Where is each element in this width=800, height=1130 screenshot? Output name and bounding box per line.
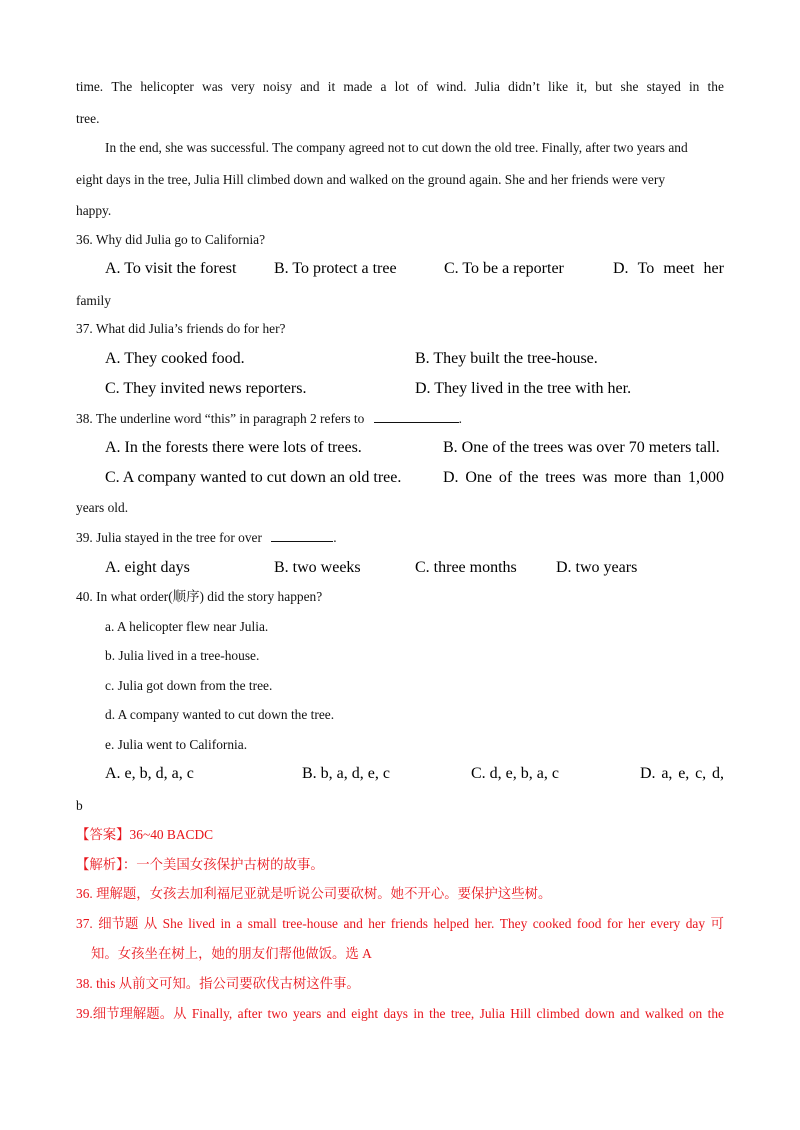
word: day [685, 916, 706, 931]
passage-line-3: In the end, she was successful. The company agreed not to cut down the old tree. Finally, after two years and [105, 140, 688, 155]
question-39-stem-text: 39. Julia stayed in the tree for over [76, 530, 262, 545]
option-a[interactable]: A. eight days [105, 559, 190, 576]
word: her [368, 916, 386, 931]
word: helped [433, 916, 470, 931]
word: than [653, 469, 682, 486]
question-40-options [105, 765, 724, 783]
option-b[interactable]: B. b, a, d, e, c [302, 765, 390, 782]
question-40-stem: 40. In what order(顺序) did the story happen? [76, 589, 323, 604]
word: on [688, 1006, 703, 1021]
question-37-options-row-1 [105, 350, 724, 368]
sequence-item-c: c. Julia got down from the tree. [105, 678, 273, 693]
word: her [627, 916, 646, 931]
word: and [343, 916, 363, 931]
word: a [380, 79, 387, 94]
word: two [267, 1006, 288, 1021]
answer-blank[interactable] [374, 410, 459, 423]
sequence-item-b: b. Julia lived in a tree-house. [105, 648, 260, 663]
analysis-heading: 【解析】：一个美国女孩保护古树的故事。 [76, 857, 324, 872]
word: She [162, 916, 183, 931]
word: To [637, 260, 655, 277]
word: 1,000 [687, 469, 724, 486]
word: meet [663, 260, 695, 277]
explanation-37-wrap: 知。女孩坐在树上，她的朋友们帮他做饭。选 A [91, 946, 372, 961]
explanation-36: 36. 理解题，女孩去加利福尼亚就是听说公司要砍树。她不开心。要保护这些树。 [76, 886, 552, 901]
word: tree-house [282, 916, 338, 931]
word: c, [695, 765, 707, 782]
word: climbed [536, 1006, 580, 1021]
option-b[interactable]: B. One of the trees was over 70 meters tall. [443, 439, 720, 456]
option-a[interactable]: A. e, b, d, a, c [105, 765, 194, 782]
word: years [292, 1006, 322, 1021]
question-38-stem [76, 410, 724, 428]
word: like [548, 79, 569, 94]
word: made [343, 79, 373, 94]
question-39-stem [76, 529, 724, 547]
question-36-options [105, 260, 724, 278]
question-38-options-row-1 [105, 439, 724, 457]
word: Hill [510, 1006, 532, 1021]
option-b[interactable]: B. To protect a tree [274, 260, 397, 277]
word: helicopter [140, 79, 194, 94]
word: Julia [479, 1006, 505, 1021]
question-37-options-row-2 [105, 380, 724, 398]
option-a[interactable]: A. In the forests there were lots of trees. [105, 439, 362, 456]
word: but [595, 79, 613, 94]
word: One [465, 469, 493, 486]
word: 37. [76, 916, 93, 931]
word: the [707, 1006, 724, 1021]
word: her [703, 260, 724, 277]
question-38-stem-end: . [458, 411, 463, 426]
word: 39.细节理解题。从 [76, 1006, 187, 1021]
question-39-stem-end: . [333, 530, 337, 545]
word: the [429, 1006, 446, 1021]
option-a[interactable]: A. To visit the forest [105, 260, 237, 277]
word: 从 [143, 916, 158, 931]
option-c[interactable]: C. d, e, b, a, c [471, 765, 559, 782]
word: a, [661, 765, 673, 782]
passage-line-2: tree. [76, 111, 100, 126]
word: The [111, 79, 133, 94]
option-d[interactable] [443, 469, 724, 487]
explanation-37 [76, 915, 724, 933]
word: and [326, 1006, 346, 1021]
word: walked [644, 1006, 684, 1021]
word: for [606, 916, 623, 931]
word: D. [640, 765, 656, 782]
word: time. [76, 79, 104, 94]
option-d[interactable] [613, 260, 724, 278]
question-36-stem: 36. Why did Julia go to California? [76, 232, 266, 247]
word: of [416, 79, 429, 94]
question-38-stem-text: 38. The underline word “this” in paragraph 2 refers to [76, 411, 365, 426]
question-38-options-row-2 [105, 469, 724, 487]
option-c[interactable]: C. To be a reporter [444, 260, 564, 277]
word: and [620, 1006, 640, 1021]
word: the [707, 79, 724, 94]
question-39-options [105, 559, 724, 577]
option-d[interactable] [640, 765, 724, 783]
word: was [202, 79, 223, 94]
word: her. [474, 916, 495, 931]
passage-line-1 [76, 78, 724, 96]
option-c[interactable]: C. A company wanted to cut down an old tree. [105, 469, 402, 486]
word: it [327, 79, 336, 94]
passage-line-5: happy. [76, 203, 112, 218]
word: eight [351, 1006, 379, 1021]
explanation-39 [76, 1005, 724, 1023]
word: small [247, 916, 277, 931]
word: didn’t [508, 79, 540, 94]
question-37-stem: 37. What did Julia’s friends do for her? [76, 321, 286, 336]
option-c[interactable]: C. three months [415, 559, 517, 576]
option-a[interactable]: A. They cooked food. [105, 350, 245, 367]
word: trees [545, 469, 576, 486]
sequence-item-a: a. A helicopter flew near Julia. [105, 619, 269, 634]
word: in [413, 1006, 424, 1021]
word: d, [711, 765, 724, 782]
word: food [576, 916, 602, 931]
word: lot [394, 79, 409, 94]
word: D. [613, 260, 629, 277]
word: wind. [436, 79, 467, 94]
sequence-item-d: d. A company wanted to cut down the tree. [105, 707, 335, 722]
word: the [518, 469, 539, 486]
word: more [613, 469, 647, 486]
word: Julia [474, 79, 500, 94]
word: in [688, 79, 700, 94]
word: after [237, 1006, 263, 1021]
word: of [498, 469, 513, 486]
question-40-option-d-wrap: b [76, 798, 83, 813]
option-d[interactable]: D. They lived in the tree with her. [415, 380, 632, 397]
word: in [220, 916, 231, 931]
word: it, [576, 79, 588, 94]
word: They [499, 916, 528, 931]
option-b[interactable]: B. two weeks [274, 559, 361, 576]
word: friends [390, 916, 428, 931]
option-c[interactable]: C. They invited news reporters. [105, 380, 307, 397]
word: and [300, 79, 320, 94]
word: 细节题 [98, 916, 139, 931]
explanation-38: 38. this 从前文可知。指公司要砍伐古树这件事。 [76, 976, 360, 991]
word: down [584, 1006, 615, 1021]
word: tree, [450, 1006, 475, 1021]
word: was [582, 469, 608, 486]
word: every [650, 916, 681, 931]
passage-line-4: eight days in the tree, Julia Hill climbed down and walked on the ground again. She and her friends were very [76, 172, 666, 187]
word: e, [678, 765, 690, 782]
word: days [383, 1006, 408, 1021]
sequence-item-e: e. Julia went to California. [105, 737, 248, 752]
word: lived [188, 916, 215, 931]
word: D. [443, 469, 459, 486]
word: she [620, 79, 639, 94]
answer-key: 【答案】36~40 BACDC [76, 827, 214, 842]
question-36-option-d-wrap: family [76, 293, 111, 308]
option-d[interactable]: D. two years [556, 559, 638, 576]
word: a [236, 916, 243, 931]
word: stayed [646, 79, 681, 94]
option-b[interactable]: B. They built the tree-house. [415, 350, 598, 367]
word: noisy [263, 79, 293, 94]
question-38-option-d-wrap: years old. [76, 500, 129, 515]
word: cooked [532, 916, 572, 931]
word: very [231, 79, 255, 94]
word: 可 [710, 916, 724, 931]
word: Finally, [191, 1006, 233, 1021]
answer-blank[interactable] [271, 529, 333, 542]
